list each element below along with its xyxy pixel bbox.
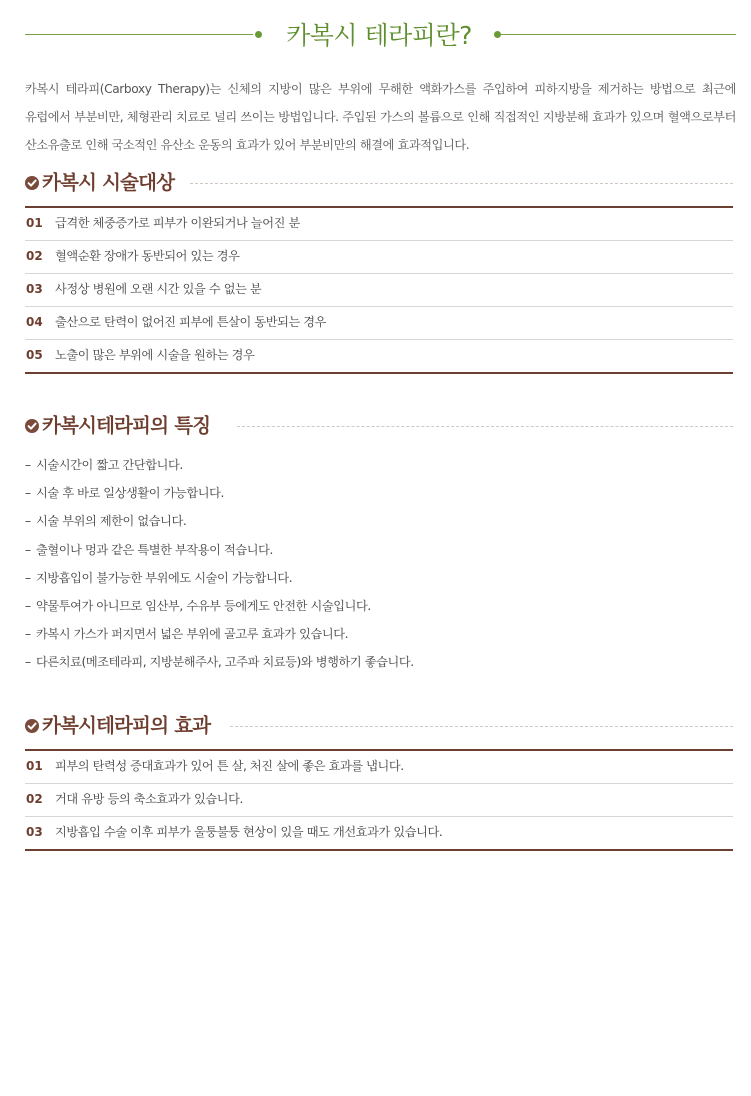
heading-dashed-line xyxy=(230,726,733,727)
dash-marker: – xyxy=(25,655,31,670)
item-text: 약물투여가 아니므로 임산부, 수유부 등에게도 안전한 시술입니다. xyxy=(36,598,371,613)
item-text: 출혈이나 멍과 같은 특별한 부작용이 적습니다. xyxy=(36,542,273,557)
item-text: 카복시 가스가 퍼지면서 넓은 부위에 골고루 효과가 있습니다. xyxy=(36,627,349,642)
list-item xyxy=(25,208,733,240)
item-text: 혈액순환 장애가 동반되어 있는 경우 xyxy=(55,249,240,263)
list-item xyxy=(25,306,733,339)
dash-marker: – xyxy=(25,542,31,557)
title-left-line xyxy=(25,34,253,35)
section-heading-features xyxy=(25,411,733,441)
section-title: 카복시테라피의 효과 xyxy=(42,714,211,737)
list-item xyxy=(25,783,733,816)
list-item xyxy=(25,751,733,783)
list-item xyxy=(25,339,733,372)
list-item xyxy=(25,240,733,273)
list-item xyxy=(25,648,733,676)
targets-list xyxy=(25,206,733,374)
item-text: 지방흡입 수술 이후 피부가 울퉁불퉁 현상이 있을 때도 개선효과가 있습니다. xyxy=(55,825,443,839)
title-left-dot xyxy=(255,31,262,38)
list-item xyxy=(25,592,733,620)
item-number: 03 xyxy=(26,282,43,296)
item-text: 노출이 많은 부위에 시술을 원하는 경우 xyxy=(55,348,255,362)
list-item xyxy=(25,536,733,564)
title-right-line xyxy=(501,34,736,35)
check-circle-icon xyxy=(25,419,39,433)
item-text: 피부의 탄력성 증대효과가 있어 튼 살, 처진 살에 좋은 효과를 냅니다. xyxy=(55,759,404,773)
title-right-dot xyxy=(494,31,501,38)
item-number: 05 xyxy=(26,348,43,362)
list-item xyxy=(25,620,733,648)
dash-marker: – xyxy=(25,458,31,472)
features-list xyxy=(25,451,733,677)
item-text: 다른치료(메조테라피, 지방분해주사, 고주파 치료등)와 병행하기 좋습니다. xyxy=(36,655,414,670)
item-text: 시술 후 바로 일상생활이 가능합니다. xyxy=(36,486,224,501)
item-number: 01 xyxy=(26,216,43,230)
item-text: 거대 유방 등의 축소효과가 있습니다. xyxy=(55,792,243,806)
item-number: 04 xyxy=(26,315,43,329)
title-row xyxy=(25,16,736,56)
item-number: 02 xyxy=(26,792,43,806)
check-circle-icon xyxy=(25,176,39,190)
heading-dashed-line xyxy=(190,183,733,184)
effects-list xyxy=(25,749,733,851)
section-heading-targets xyxy=(25,168,733,198)
list-item xyxy=(25,451,733,479)
section-title: 카복시테라피의 특징 xyxy=(42,414,211,437)
list-item xyxy=(25,564,733,592)
list-item xyxy=(25,816,733,849)
dash-marker: – xyxy=(25,486,31,501)
item-text: 사정상 병원에 오랜 시간 있을 수 없는 분 xyxy=(55,282,262,296)
section-title: 카복시 시술대상 xyxy=(42,171,175,194)
item-text: 시술시간이 짧고 간단합니다. xyxy=(36,458,183,472)
list-item xyxy=(25,507,733,535)
item-text: 시술 부위의 제한이 없습니다. xyxy=(36,514,187,529)
list-item xyxy=(25,479,733,507)
item-number: 02 xyxy=(26,249,43,263)
item-text: 급격한 체중증가로 피부가 이완되거나 늘어진 분 xyxy=(55,216,300,230)
item-text: 지방흡입이 불가능한 부위에도 시술이 가능합니다. xyxy=(36,570,293,585)
list-item xyxy=(25,273,733,306)
check-circle-icon xyxy=(25,719,39,733)
heading-dashed-line xyxy=(237,426,733,427)
section-heading-effects xyxy=(25,711,733,741)
item-number: 01 xyxy=(26,759,43,773)
dash-marker: – xyxy=(25,514,31,529)
intro-paragraph: 카복시 테라피(Carboxy Therapy)는 신체의 지방이 많은 부위에 무해한 액화가스를 주입하여 피하지방을 제거하는 방법으로 최근에 유럽에서 부분비만, 체형관리 치료로 널리 쓰이는 방법입니다. 주입된 가스의 볼륨으로 인해 직접적인 지방분해 효과가 있으며 혈액으로부터 산소유출로 인해 국소적인 유산소 운동의 효과가 있어 부분비만의 해결에 효과적입니다. xyxy=(25,82,736,152)
item-number: 03 xyxy=(26,825,43,839)
dash-marker: – xyxy=(25,570,31,585)
page-title: 카복시 테라피란? xyxy=(286,21,472,50)
dash-marker: – xyxy=(25,598,31,613)
dash-marker: – xyxy=(25,627,31,642)
item-text: 출산으로 탄력이 없어진 피부에 튼살이 동반되는 경우 xyxy=(55,315,327,329)
